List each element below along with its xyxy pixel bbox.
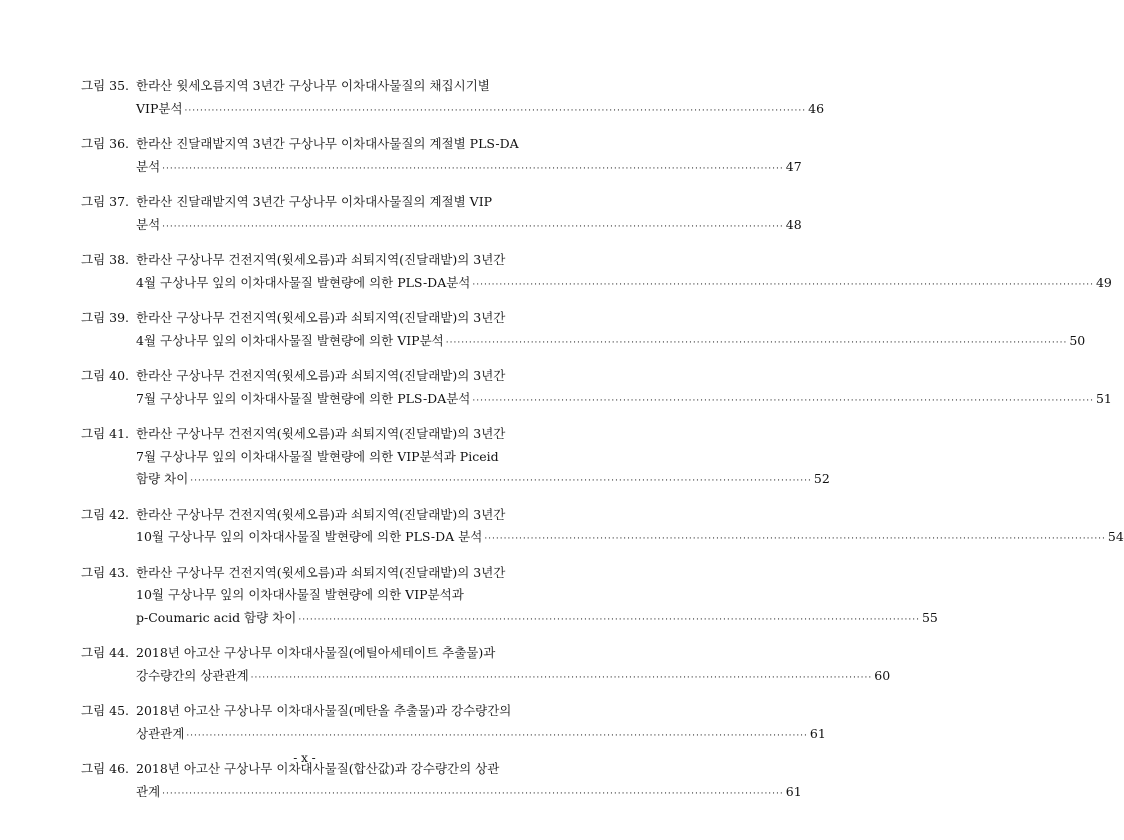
dot-leader (472, 272, 1094, 297)
toc-entry[interactable] (81, 133, 802, 180)
caption-line: 한라산 구상나무 건전지역(윗세오름)과 쇠퇴지역(진달래밭)의 3년간 (136, 426, 506, 441)
page-number: 61 (809, 725, 826, 741)
dot-leader (251, 665, 873, 690)
caption-last-line (136, 214, 802, 239)
caption-line: 한라산 구상나무 건전지역(윗세오름)과 쇠퇴지역(진달래밭)의 3년간 (136, 368, 506, 383)
caption-line: 강수량간의 상관관계 (136, 667, 249, 683)
toc-entry[interactable] (81, 504, 1124, 551)
caption-last-line (136, 723, 826, 748)
page-number-footer: - x - (293, 751, 316, 765)
toc-entry[interactable] (81, 365, 1112, 412)
toc-entry[interactable] (81, 249, 1112, 296)
figure-caption (136, 700, 826, 747)
page-number: 50 (1069, 332, 1086, 348)
caption-last-line (136, 330, 1085, 355)
toc-entry[interactable] (81, 562, 938, 632)
caption-line: 7월 구상나무 잎의 이차대사물질 발현량에 의한 PLS-DA분석 (136, 390, 471, 406)
figure-number: 그림 37. (81, 194, 130, 209)
page-number: 46 (808, 100, 825, 116)
figure-number: 그림 38. (81, 252, 130, 267)
caption-line: 10월 구상나무 잎의 이차대사물질 발현량에 의한 PLS-DA 분석 (136, 529, 483, 544)
figure-caption (136, 423, 830, 493)
page-number: 49 (1095, 274, 1112, 290)
page-number: 47 (785, 158, 802, 174)
caption-line: 한라산 진달래밭지역 3년간 구상나무 이차대사물질의 계절별 PLS-DA (136, 136, 519, 151)
caption-line: 함량 차이 (136, 471, 189, 486)
figure-number: 그림 42. (81, 506, 130, 522)
figure-number: 그림 36. (81, 136, 130, 151)
caption-last-line (136, 781, 802, 806)
toc-entry[interactable] (81, 642, 891, 689)
figure-number: 그림 46. (81, 761, 130, 776)
caption-line: 한라산 진달래밭지역 3년간 구상나무 이차대사물질의 계절별 VIP (136, 194, 493, 209)
dot-leader (190, 468, 812, 493)
toc-entry[interactable] (81, 700, 826, 747)
figure-caption (136, 365, 1112, 412)
page-number: 48 (785, 216, 802, 232)
caption-last-line (136, 468, 830, 493)
figure-caption (136, 133, 802, 180)
dot-leader (162, 214, 784, 239)
figure-caption (136, 642, 890, 689)
figure-caption (136, 307, 1085, 354)
caption-last-line (136, 98, 824, 123)
figure-caption (136, 504, 1124, 551)
caption-last-line (136, 388, 1112, 413)
dot-leader (162, 156, 784, 181)
table-of-figures (81, 75, 1124, 816)
page-number: 54 (1107, 529, 1124, 544)
toc-entry[interactable] (81, 423, 830, 493)
toc-entry[interactable] (81, 75, 825, 122)
dot-leader (472, 388, 1094, 413)
caption-line: 한라산 윗세오름지역 3년간 구상나무 이차대사물질의 채집시기별 (136, 78, 490, 93)
page-number: 51 (1095, 390, 1112, 406)
caption-line: 10월 구상나무 잎의 이차대사물질 발현량에 의한 VIP분석과 (136, 587, 464, 602)
figure-number: 그림 44. (81, 645, 130, 660)
page-number: 55 (921, 609, 938, 625)
figure-caption (136, 191, 802, 238)
caption-last-line (136, 156, 802, 181)
figure-number: 그림 40. (81, 368, 130, 383)
caption-line: 한라산 구상나무 건전지역(윗세오름)과 쇠퇴지역(진달래밭)의 3년간 (136, 506, 506, 522)
figure-number: 그림 41. (81, 426, 130, 441)
dot-leader (446, 330, 1068, 355)
toc-entry[interactable] (81, 191, 802, 238)
figure-number: 그림 35. (81, 78, 130, 93)
dot-leader (298, 607, 920, 632)
caption-line: 7월 구상나무 잎의 이차대사물질 발현량에 의한 VIP분석과 Piceid (136, 448, 499, 464)
figure-number: 그림 39. (81, 310, 130, 325)
caption-last-line (136, 272, 1112, 297)
toc-entry[interactable] (81, 758, 802, 805)
dot-leader (484, 526, 1106, 551)
caption-line: 2018년 아고산 구상나무 이차대사물질(합산값)과 강수량간의 상관 (136, 761, 500, 776)
dot-leader (186, 723, 808, 748)
caption-last-line (136, 607, 938, 632)
caption-line: 한라산 구상나무 건전지역(윗세오름)과 쇠퇴지역(진달래밭)의 3년간 (136, 310, 506, 325)
caption-line: 관계 (136, 783, 161, 799)
caption-line: p-Coumaric acid 함량 차이 (136, 609, 297, 625)
figure-caption (136, 249, 1112, 296)
caption-line: 한라산 구상나무 건전지역(윗세오름)과 쇠퇴지역(진달래밭)의 3년간 (136, 252, 506, 267)
figure-number: 그림 45. (81, 703, 130, 718)
page-number: 52 (813, 471, 830, 486)
caption-last-line (136, 526, 1124, 551)
dot-leader (162, 781, 784, 806)
figure-caption (136, 75, 824, 122)
caption-line: VIP분석 (136, 100, 183, 116)
dot-leader (185, 98, 807, 123)
caption-line: 2018년 아고산 구상나무 이차대사물질(에틸아세테이트 추출물)과 (136, 645, 496, 660)
figure-caption (136, 758, 802, 805)
page-number: 60 (874, 667, 891, 683)
caption-line: 상관관계 (136, 725, 185, 741)
caption-line: 한라산 구상나무 건전지역(윗세오름)과 쇠퇴지역(진달래밭)의 3년간 (136, 564, 506, 580)
caption-line: 분석 (136, 216, 161, 232)
page-number: 61 (785, 783, 802, 799)
caption-line: 2018년 아고산 구상나무 이차대사물질(메탄올 추출물)과 강수량간의 (136, 703, 512, 718)
caption-line: 4월 구상나무 잎의 이차대사물질 발현량에 의한 PLS-DA분석 (136, 274, 471, 290)
caption-last-line (136, 665, 890, 690)
figure-caption (136, 562, 938, 632)
figure-number: 그림 43. (81, 564, 130, 580)
caption-line: 4월 구상나무 잎의 이차대사물질 발현량에 의한 VIP분석 (136, 332, 444, 348)
caption-line: 분석 (136, 158, 161, 174)
toc-entry[interactable] (81, 307, 1086, 354)
